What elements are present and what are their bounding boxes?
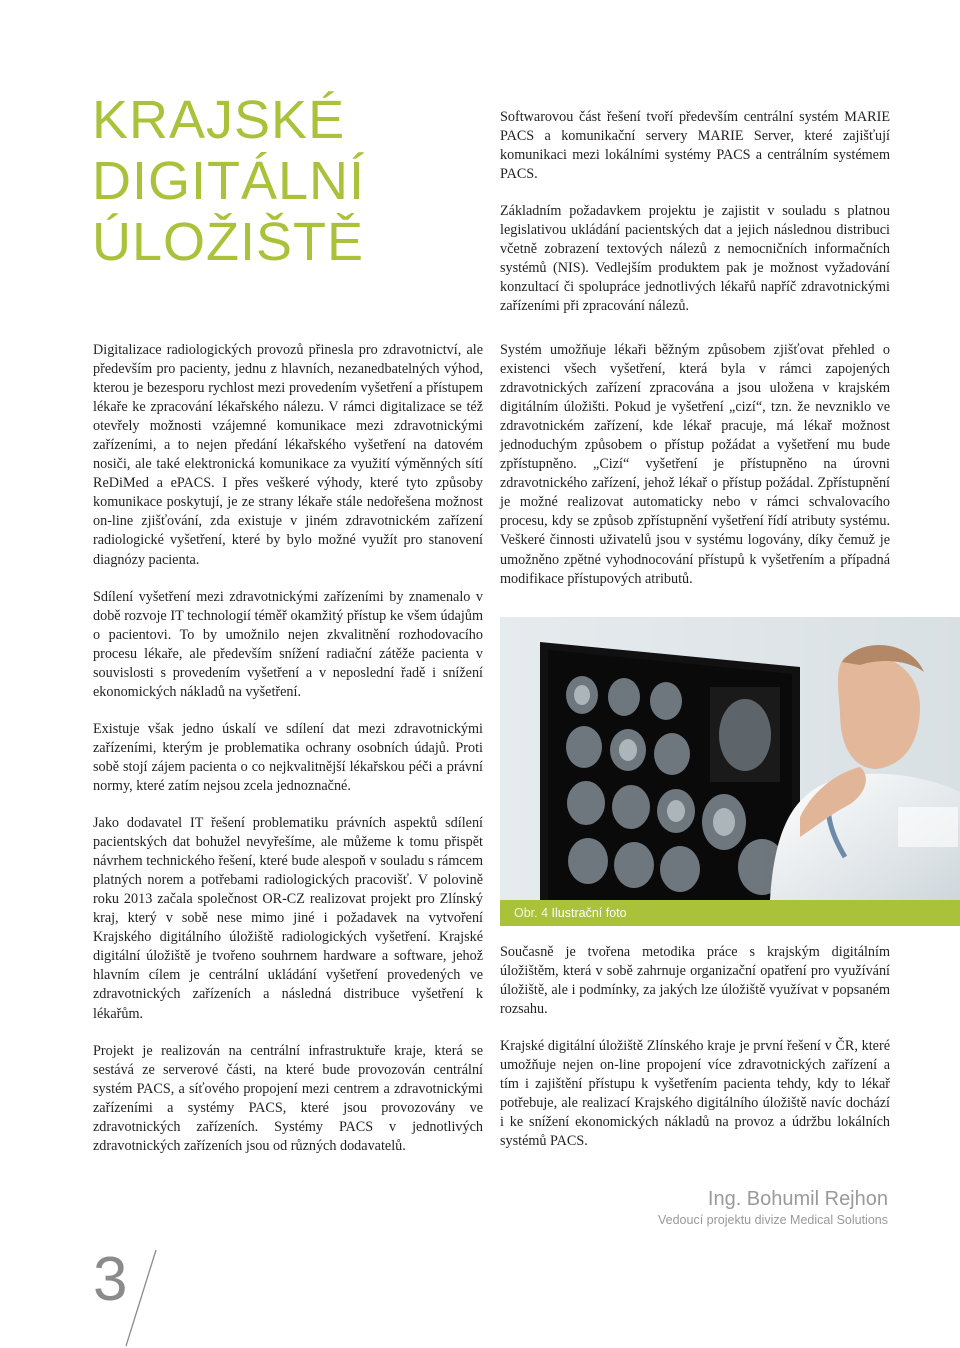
doctor-monitor-illustration xyxy=(500,617,960,900)
illustration-photo xyxy=(500,617,960,900)
figure-caption xyxy=(500,900,960,926)
article-title xyxy=(92,90,365,273)
paragraph: Softwarovou část řešení tvoří především centrální systém MARIE PACS a komunikační servery MARIE Server, které zajišťují komunikaci mezi lokálními systémy PACS a centrálním systémem PACS. xyxy=(500,109,890,183)
paragraph: Jako dodavatel IT řešení problematiku právních aspektů sdílení pacientských dat bohužel nevyřešíme, ale můžeme k tomu přispět návrhem technického řešení, které bude alespoň v souladu s rámcem platných norem a potřebami radiologických pracovišť. V polovině roku 2013 začala společnost OR-CZ realizovat projekt pro Zlínský kraj, který v sobě nese mimo jiné i požadavek na vytvoření Krajského digitálního úložiště radiologických vyšetření. Krajské digitální úložiště je tvořeno souhrnem hardware a software, jehož hlavním cílem je centrální ukládání vyšetření provedených ve zdravotnických zařízeních a následná distribuce vyšetření k lékařům. xyxy=(93,815,483,1022)
paragraph: Krajské digitální úložiště Zlínského kraje je první řešení v ČR, které umožňuje nejen on-line propojení více zdravotnických zařízení a tím i zajištění přístupu k vyšetřením pacienta tehdy, kdy to lékař potřebuje, ale realizací Krajského digitálního úložiště navíc dochází i ke snížení ekonomických nákladů na provoz a údržbu lokálních systémů PACS. xyxy=(500,1038,890,1150)
paragraph: Současně je tvořena metodika práce s krajským digitálním úložištěm, která v sobě zahrnuje organizační opatření pro využívání úložiště, ale i podmínky, za jakých lze úložiště využívat v popsaném rozsahu. xyxy=(500,944,890,1018)
page-number: 3 xyxy=(93,1245,128,1314)
author-name: Ing. Bohumil Rejhon xyxy=(707,1188,888,1210)
figure-label: Obr. 4 xyxy=(514,906,549,920)
monitor xyxy=(540,642,800,900)
paragraph: Projekt je realizován na centrální infrastruktuře kraje, která se sestává ze serverové části, na které bude provozován centrální systém PACS, a síťového propojení mezi centrem a zdravotnickými zařízeními a systémy PACS, které jsou provozovány ve zdravotnických zařízeních. Systémy PACS v jednotlivých zdravotnických zařízeních jsou od různých dodavatelů. xyxy=(93,1042,483,1154)
right-column-middle xyxy=(500,341,890,607)
paragraph: Systém umožňuje lékaři běžným způsobem zjišťovat přehled o existenci všech vyšetření, která byla v rámci zapojených zdravotnických zařízení zpracována a jsou uložena v krajském digitálním úložišti. Pokud je vyšetření „cizí“, tzn. že nevzniklo ve zdravotnickém zařízení, kde lékař pracuje, má lékař možnost jednoduchým způsobem o přístup požádat a vyšetření mu bude zpřístupněno. „Cizí“ vyšetření je přístupněno na úrovni zdravotnického zařízení, jehož lékař o přístup požádal. Zpřístupnění je možné realizovat automaticky nebo v rámci schvalovacího procesu, kdy se způsob zpřístupnění vyšetření řídí atributy systému. Veškeré činnosti uživatelů jsou v systému logovány, díky čemuž je umožněno zpětné vyhodnocování přístupů k vyšetřením a případná modifikace přístupových atributů. xyxy=(500,342,890,587)
paragraph: Existuje však jedno úskalí ve sdílení dat mezi zdravotnickými zařízeními, kterým je problematika ochrany osobních údajů. Proti sobě stojí zájem pacienta o co nejkvalitnější lékařskou péči a právní normy, které zatím nejsou zcela jednoznačné. xyxy=(93,720,483,794)
page-number-slash-icon xyxy=(122,1248,162,1348)
author-role: Vedoucí projektu divize Medical Solutions xyxy=(658,1213,888,1227)
right-column-bottom xyxy=(500,943,890,1169)
title-line-3: ÚLOŽIŠTĚ xyxy=(92,212,365,272)
right-column-intro xyxy=(500,108,890,334)
title-line-1: KRAJSKÉ xyxy=(92,90,346,150)
title-line-2: DIGITÁLNÍ xyxy=(92,151,366,211)
figure-caption-text: Ilustrační foto xyxy=(551,906,627,920)
paragraph: Sdílení vyšetření mezi zdravotnickými zařízeními by znamenalo v době rozvoje IT technologií téměř okamžitý přístup ke všem údajům o pacientovi. To by umožnilo nejen zkvalitnění rozhodovacího procesu lékaře, ale především snížení radiační zátěže pacienta v souvislosti s provedením vyšetření a v neposlední řadě i snížení ekonomických nákladů na vyšetření. xyxy=(93,588,483,700)
author-signature xyxy=(658,1186,888,1228)
left-column xyxy=(93,341,483,1174)
paragraph: Digitalizace radiologických provozů přinesla pro zdravotnictví, ale především pro pacienty, jednu z hlavních, nezanedbatelných výhod, kterou je bezesporu rychlost mezi provedením vyšetření a přístupem lékaře ke zpracování lékařského nálezu. V rámci digitalizace se též otevřely možnosti vzájemné komunikace mezi zdravotnickými zařízeními, a to nejen předání lékařského vyšetření na datovém nosiči, ale také elektronická komunikace za využití výměnných sítí ReDiMed a ePACS. I přes veškeré výhody, které tyto způsoby komunikace poskytují, je ze strany lékaře stále nedořešena možnost on-line zjišťování, zda existuje v jiném zdravotnickém zařízení radiologické vyšetření, které by bylo možné využít pro stanovení diagnózy pacienta. xyxy=(93,342,483,568)
paragraph: Základním požadavkem projektu je zajistit v souladu s platnou legislativou ukládání pacientských dat a jejich následnou distribuci včetně zobrazení textových nálezů z nemocničních informačních systémů (NIS). Vedlejším produktem pak je možnost vyžadování konzultací či spolupráce jednotlivých lékařů napříč zdravotnickými zařízeními při zpracování nálezů. xyxy=(500,203,890,315)
